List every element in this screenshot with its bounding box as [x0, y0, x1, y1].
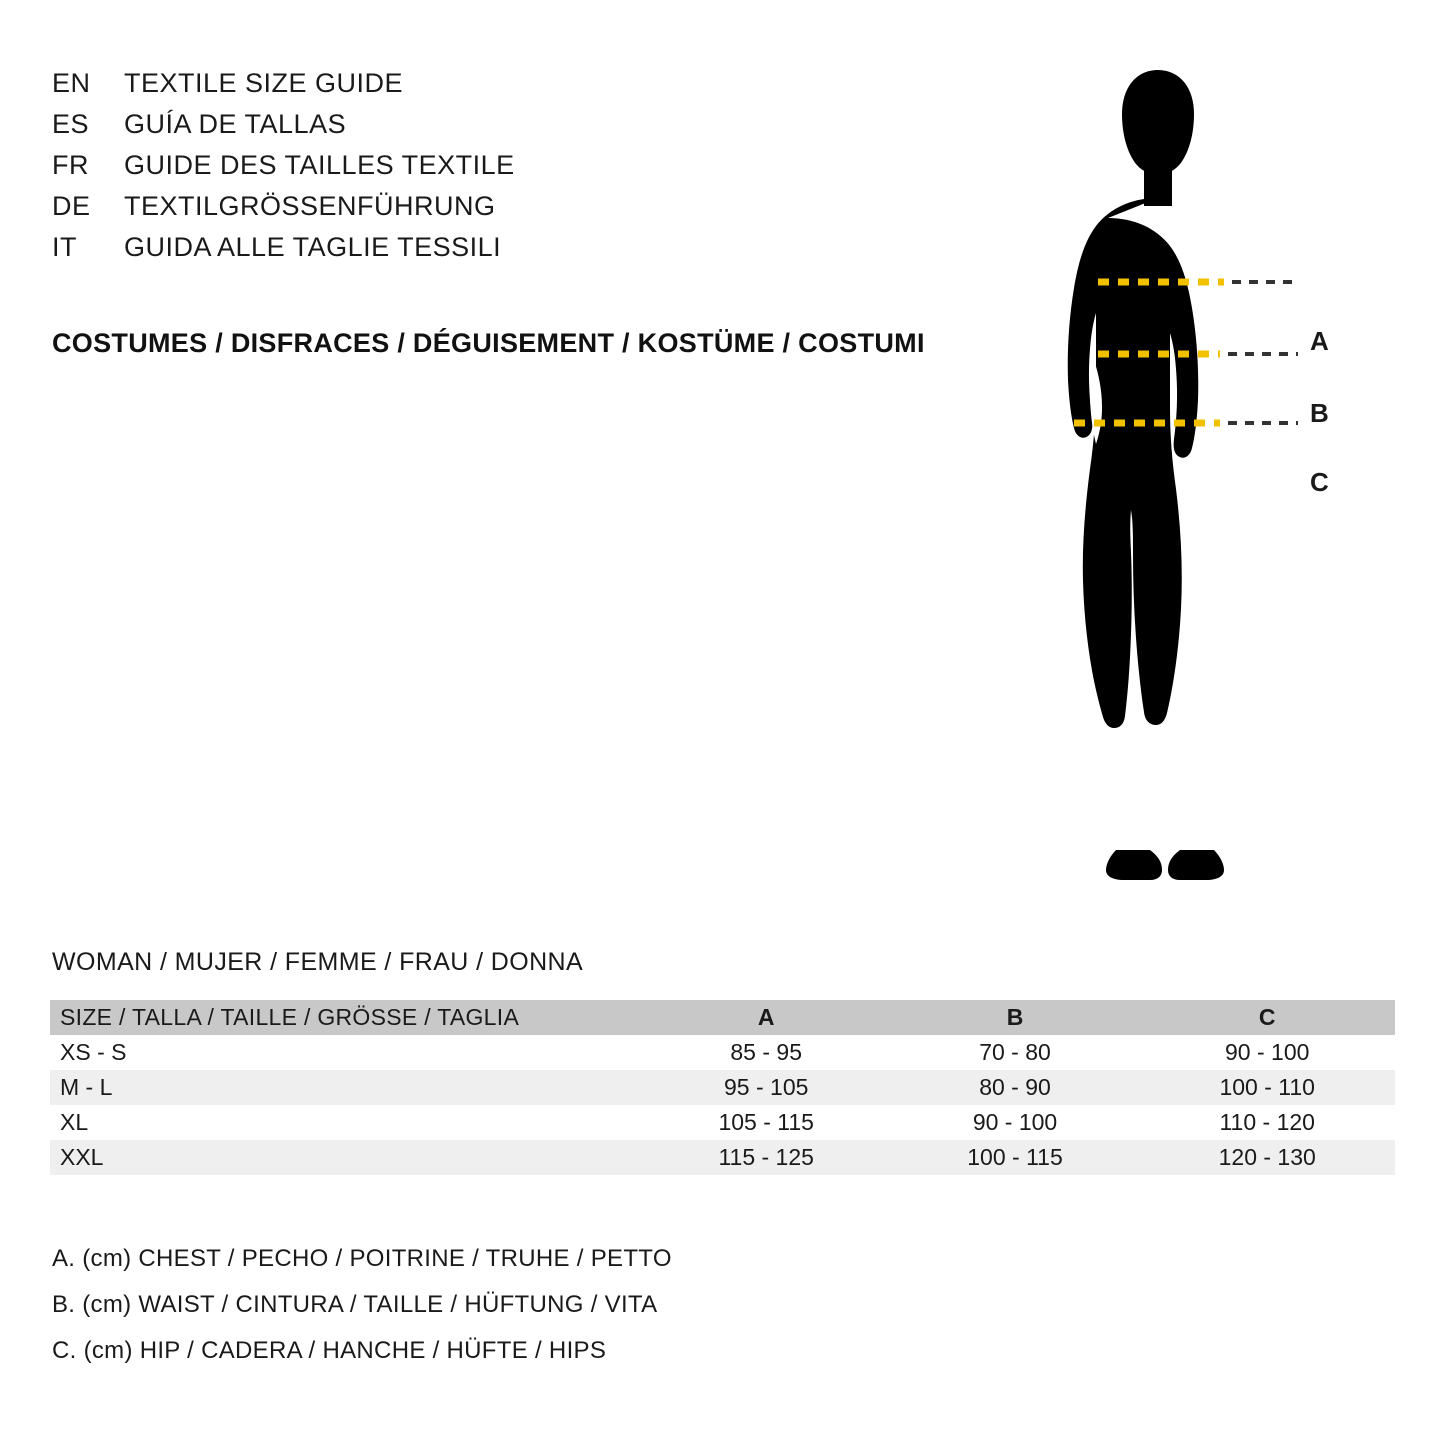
cell-c: 110 - 120	[1219, 1109, 1315, 1135]
table-body	[50, 1035, 1395, 1175]
marker-label-a: A	[1310, 326, 1329, 356]
table-row	[50, 1140, 1395, 1175]
column-header-size: SIZE / TALLA / TAILLE / GRÖSSE / TAGLIA	[60, 1004, 520, 1030]
costumes-subtitle: COSTUMES / DISFRACES / DÉGUISEMENT / KOSTÜME / COSTUMI	[52, 328, 925, 358]
language-title: GUIDA ALLE TAGLIE TESSILI	[124, 232, 502, 262]
language-code: FR	[52, 150, 89, 180]
legend-line-c: C. (cm) HIP / CADERA / HANCHE / HÜFTE / HIPS	[52, 1337, 607, 1364]
language-code: ES	[52, 109, 90, 139]
language-title: GUÍA DE TALLAS	[124, 109, 347, 139]
measurement-legend	[52, 1245, 672, 1383]
cell-size: M - L	[60, 1074, 113, 1100]
body-figure	[1020, 60, 1380, 890]
language-code: EN	[52, 68, 91, 98]
column-header-a: A	[757, 1004, 775, 1030]
table-row	[50, 1070, 1395, 1105]
marker-label-b: B	[1310, 398, 1329, 428]
cell-c: 90 - 100	[1225, 1039, 1310, 1065]
cell-size: XXL	[60, 1144, 104, 1170]
language-title: GUIDE DES TAILLES TEXTILE	[124, 150, 515, 180]
language-row	[52, 232, 1012, 273]
language-title: TEXTILE SIZE GUIDE	[124, 68, 404, 98]
cell-a: 115 - 125	[718, 1144, 814, 1170]
cell-size: XL	[60, 1109, 89, 1135]
language-title: TEXTILGRÖSSENFÜHRUNG	[124, 191, 496, 221]
table-row	[50, 1105, 1395, 1140]
cell-c: 100 - 110	[1219, 1074, 1315, 1100]
column-header-b: B	[1006, 1004, 1024, 1030]
table-row	[50, 1035, 1395, 1070]
table-header	[50, 1000, 1395, 1035]
legend-line-a: A. (cm) CHEST / PECHO / POITRINE / TRUHE / PETTO	[52, 1245, 672, 1272]
cell-b: 80 - 90	[979, 1074, 1051, 1100]
cell-a: 95 - 105	[724, 1074, 809, 1100]
cell-a: 105 - 115	[718, 1109, 814, 1135]
cell-b: 70 - 80	[979, 1039, 1051, 1065]
cell-b: 100 - 115	[967, 1144, 1063, 1170]
language-row	[52, 68, 1012, 109]
table-caption: WOMAN / MUJER / FEMME / FRAU / DONNA	[52, 948, 584, 976]
cell-a: 85 - 95	[730, 1039, 802, 1065]
language-list	[52, 68, 1012, 273]
cell-b: 90 - 100	[972, 1109, 1058, 1135]
language-row	[52, 150, 1012, 191]
size-table	[50, 1000, 1395, 1175]
legend-line-b: B. (cm) WAIST / CINTURA / TAILLE / HÜFTUNG / VITA	[52, 1291, 658, 1318]
language-row	[52, 191, 1012, 232]
language-row	[52, 109, 1012, 150]
marker-label-c: C	[1310, 467, 1329, 497]
language-code: DE	[52, 191, 91, 221]
column-header-c: C	[1258, 1004, 1276, 1030]
cell-c: 120 - 130	[1218, 1144, 1316, 1170]
language-code: IT	[52, 232, 77, 262]
cell-size: XS - S	[60, 1039, 127, 1065]
table-header-row	[50, 1000, 1395, 1035]
